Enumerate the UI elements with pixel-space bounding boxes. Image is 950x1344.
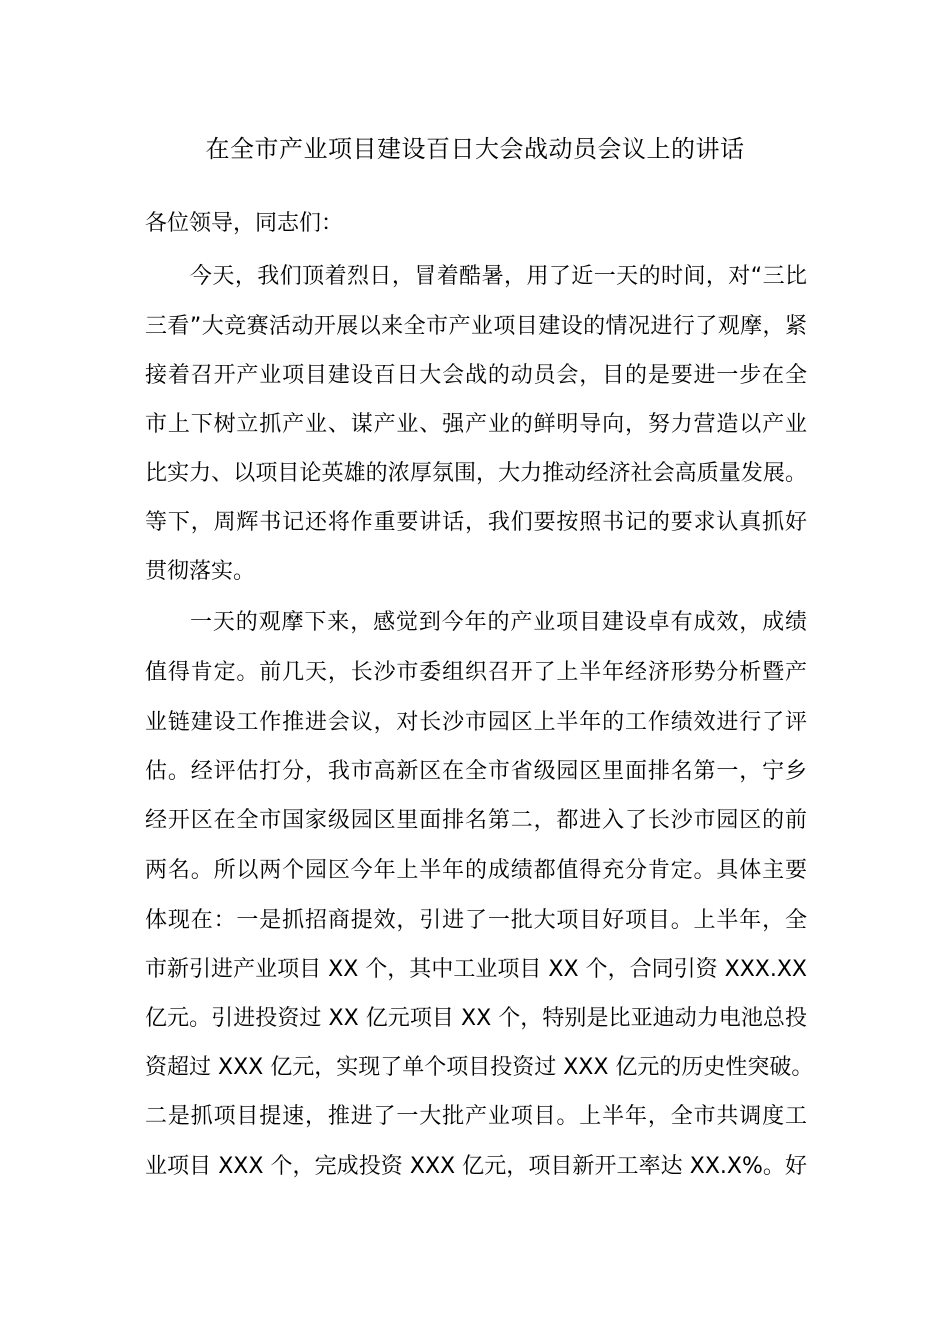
paragraph-2-line: 两名。所以两个园区今年上半年的成绩都值得充分肯定。具体主要 bbox=[145, 858, 807, 883]
paragraph-1-line: 等下，周辉书记还将作重要讲话，我们要按照书记的要求认真抓好 bbox=[145, 510, 807, 535]
paragraph-2-line: 市新引进产业项目 XX 个，其中工业项目 XX 个，合同引资 XXX.XX bbox=[145, 957, 807, 982]
paragraph-1-line: 比实力、以项目论英雄的浓厚氛围，大力推动经济社会高质量发展。 bbox=[145, 461, 807, 486]
paragraph-2-line: 二是抓项目提速，推进了一大批产业项目。上半年，全市共调度工 bbox=[145, 1104, 807, 1129]
paragraph-2-line: 体现在：一是抓招商提效，引进了一批大项目好项目。上半年，全 bbox=[145, 908, 807, 933]
paragraph-1-line: 贯彻落实。 bbox=[145, 559, 256, 584]
paragraph-1-line: 今天，我们顶着烈日，冒着酷暑，用了近一天的时间，对“三比 bbox=[190, 264, 807, 289]
document-title: 在全市产业项目建设百日大会战动员会议上的讲话 bbox=[205, 135, 745, 163]
paragraph-2-line: 亿元。引进投资过 XX 亿元项目 XX 个，特别是比亚迪动力电池总投 bbox=[145, 1006, 807, 1031]
paragraph-1-line: 三看”大竞赛活动开展以来全市产业项目建设的情况进行了观摩，紧 bbox=[145, 314, 807, 339]
paragraph-2-line: 值得肯定。前几天，长沙市委组织召开了上半年经济形势分析暨产 bbox=[145, 660, 807, 685]
paragraph-2-line: 业项目 XXX 个，完成投资 XXX 亿元，项目新开工率达 XX.X%。好 bbox=[145, 1154, 807, 1179]
paragraph-2-line: 经开区在全市国家级园区里面排名第二，都进入了长沙市园区的前 bbox=[145, 808, 807, 833]
greeting-line: 各位领导，同志们： bbox=[145, 211, 344, 236]
paragraph-2-line: 估。经评估打分，我市高新区在全市省级园区里面排名第一，宁乡 bbox=[145, 759, 807, 784]
paragraph-2-line: 资超过 XXX 亿元，实现了单个项目投资过 XXX 亿元的历史性突破。 bbox=[145, 1055, 814, 1080]
paragraph-2-line: 业链建设工作推进会议，对长沙市园区上半年的工作绩效进行了评 bbox=[145, 710, 807, 735]
paragraph-1-line: 接着召开产业项目建设百日大会战的动员会，目的是要进一步在全 bbox=[145, 363, 807, 388]
paragraph-2-line: 一天的观摩下来，感觉到今年的产业项目建设卓有成效，成绩 bbox=[190, 610, 807, 635]
paragraph-1-line: 市上下树立抓产业、谋产业、强产业的鲜明导向，努力营造以产业 bbox=[145, 412, 807, 437]
